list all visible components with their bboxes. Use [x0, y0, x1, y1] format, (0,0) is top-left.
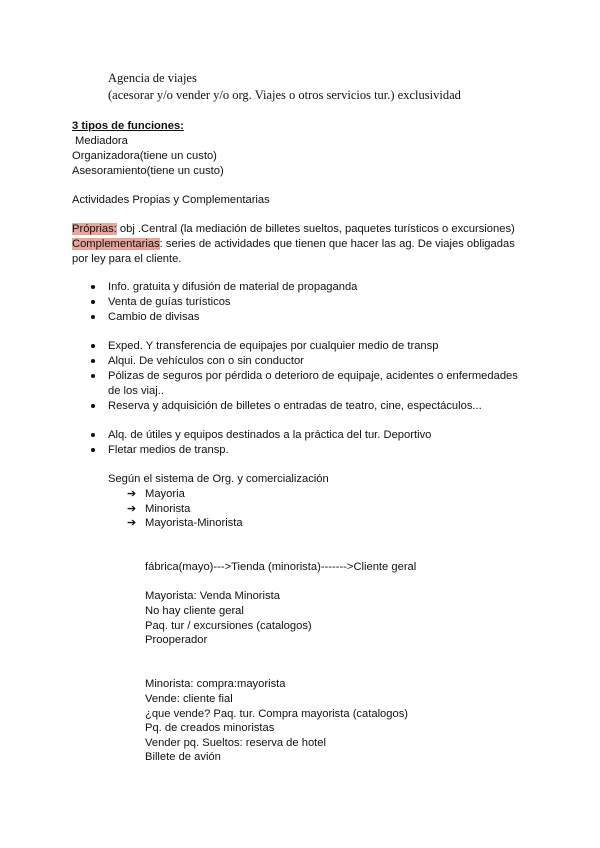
- minorista-line: Vende: cliente fial: [145, 693, 233, 705]
- list-item: Info. gratuita y difusión de material de propaganda: [108, 281, 358, 293]
- minorista-line: Vender pq. Sueltos: reserva de hotel: [145, 737, 326, 749]
- arrow-item: Mayorista-Minorista: [145, 517, 243, 529]
- funciones-heading: 3 tipos de funciones:: [72, 120, 184, 132]
- list-item: Venta de guías turísticos: [108, 296, 231, 308]
- flujo-text: fábrica(mayo)--->Tienda (minorista)------->Cliente geral: [145, 561, 417, 573]
- page-title: Agencia de viajes: [108, 71, 197, 85]
- list-item: Cambio de divisas: [108, 311, 200, 323]
- arrow-icon: ➔: [127, 517, 137, 529]
- propias-line: [72, 222, 515, 236]
- bullet-icon: [91, 433, 95, 437]
- bullet-icon: [91, 300, 95, 304]
- arrow-icon: ➔: [127, 488, 137, 500]
- minorista-line: ¿que vende? Paq. tur. Compra mayorista (catalogos): [145, 708, 409, 720]
- list-item: Alq. de útiles y equipos destinados a la práctica del tur. Deportivo: [108, 429, 432, 441]
- list-item: Reserva y adquisición de billetes o entradas de teatro, cine, espectáculos...: [108, 400, 482, 412]
- arrow-icon: ➔: [127, 503, 137, 515]
- list-item: Alqui. De vehículos con o sin conductor: [108, 355, 304, 367]
- minorista-line: Billete de avión: [145, 751, 221, 763]
- actividades-heading: Actividades Propias y Complementarias: [72, 194, 270, 206]
- mayorista-line: Mayorista: Venda Minorista: [145, 590, 280, 602]
- bullet-icon: [91, 315, 95, 319]
- mayorista-line: Prooperador: [145, 634, 208, 646]
- list-item: Pólizas de seguros por pérdida o deterioro de equipaje, acidentes o enfermedades: [108, 370, 518, 382]
- sistema-heading: Según el sistema de Org. y comercialización: [108, 473, 329, 485]
- list-item: Exped. Y transferencia de equipajes por cualquier medio de transp: [108, 340, 439, 352]
- bullet-icon: [91, 359, 95, 363]
- bullet-icon: [91, 404, 95, 408]
- mayorista-line: No hay cliente geral: [145, 605, 244, 617]
- complementarias-text-cont: por ley para el cliente.: [72, 253, 182, 265]
- funcion-item: Mediadora: [75, 135, 128, 147]
- bullet-icon: [91, 344, 95, 348]
- bullet-icon: [91, 448, 95, 452]
- complementarias-text: : series de actividades que tienen que hacer las ag. De viajes obligadas: [159, 238, 515, 250]
- mayorista-line: Paq. tur / excursiones (catalogos): [145, 620, 312, 632]
- propias-label: Próprias:: [72, 223, 117, 235]
- propias-text: obj .Central (la mediación de billetes sueltos, paquetes turísticos o excursiones): [116, 223, 515, 235]
- list-item: Fletar medios de transp.: [108, 444, 229, 456]
- minorista-line: Pq. de creados minoristas: [145, 722, 275, 734]
- arrow-item: Minorista: [145, 503, 191, 515]
- bullet-icon: [91, 285, 95, 289]
- complementarias-line: [72, 237, 515, 251]
- page-subtitle: (acesorar y/o vender y/o org. Viajes o otros servicios tur.) exclusividad: [108, 88, 461, 102]
- funcion-item: Organizadora(tiene un custo): [72, 150, 217, 162]
- bullet-icon: [91, 374, 95, 378]
- arrow-item: Mayoria: [145, 488, 185, 500]
- complementarias-label: Complementarias: [72, 238, 160, 250]
- funcion-item: Asesoramiento(tiene un custo): [72, 165, 224, 177]
- list-item-cont: de los viaj..: [108, 385, 164, 397]
- minorista-line: Minorista: compra:mayorista: [145, 678, 286, 690]
